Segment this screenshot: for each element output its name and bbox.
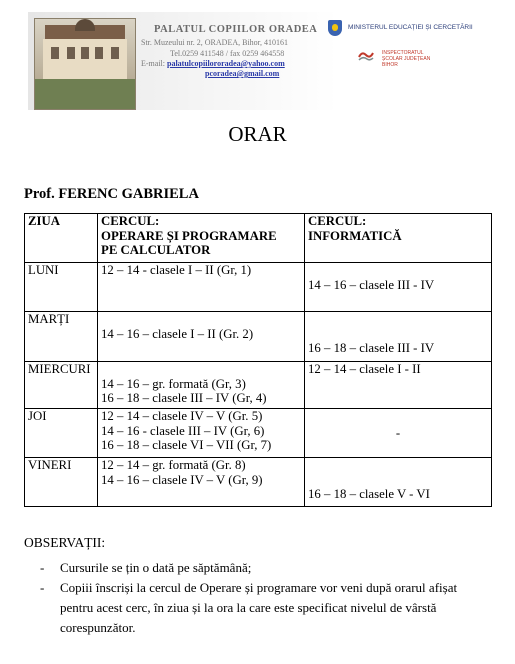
circle-2-cell <box>305 458 492 507</box>
circle-1-cell <box>98 312 305 362</box>
bullet-dash: - <box>40 560 45 575</box>
header-circle-2 <box>305 214 492 263</box>
schedule-entry: 12 – 14 - clasele I – II (Gr, 1) <box>101 263 252 277</box>
day-label: JOI <box>28 409 47 423</box>
coat-of-arms-icon <box>328 20 342 36</box>
institution-phone: Tel.0259 411548 / fax 0259 464558 <box>170 49 285 58</box>
schedule-entry: 14 – 16 - clasele III – IV (Gr, 6) <box>101 423 265 438</box>
circle-2-cell <box>305 362 492 409</box>
header-circle-1-line-3: PE CALCULATOR <box>101 243 211 257</box>
spacer <box>101 312 301 327</box>
observation-text: Cursurile se țin o dată pe săptămână; <box>60 560 252 575</box>
email-link-gmail[interactable]: pcoradea@gmail.com <box>205 69 280 78</box>
schedule-entry: 14 – 16 – clasele I – II (Gr. 2) <box>101 326 254 341</box>
day-cell <box>25 263 98 312</box>
day-label: MARȚI <box>28 312 70 326</box>
schedule-entry: 16 – 18 – clasele III - IV <box>308 341 435 355</box>
email-label: E-mail: <box>141 59 167 68</box>
circle-1-cell <box>98 409 305 458</box>
header-day <box>25 214 98 263</box>
circle-2-cell <box>305 263 492 312</box>
inspectorate-line-2: ȘCOLAR JUDEȚEAN <box>382 56 431 62</box>
palace-photo <box>34 18 136 110</box>
institution-name: PALATUL COPIILOR ORADEA <box>154 24 318 35</box>
header-circle-2-line-1: CERCUL: <box>308 214 367 228</box>
table-row <box>25 409 492 458</box>
day-cell <box>25 409 98 458</box>
header-circle-1 <box>98 214 305 263</box>
email-link-yahoo[interactable]: palatulcopiilororadea@yahoo.com <box>167 59 285 68</box>
table-row <box>25 263 492 312</box>
circle-2-cell <box>305 409 492 458</box>
letterhead <box>28 12 490 110</box>
observation-item <box>40 578 490 638</box>
schedule-entry: 12 – 14 – gr. formată (Gr. 8) <box>101 458 246 472</box>
table-row <box>25 312 492 362</box>
day-label: MIERCURI <box>28 362 91 376</box>
inspectorate-name <box>382 50 430 68</box>
circle-1-cell <box>98 362 305 409</box>
observations-title: OBSERVAȚII: <box>24 535 106 550</box>
observation-item <box>40 558 490 578</box>
circle-1-cell <box>98 263 305 312</box>
schedule-entry: 12 – 14 – clasele IV – V (Gr. 5) <box>101 409 263 423</box>
inspectorate-line-3: BIHOR <box>382 62 398 68</box>
schedule-entry: 14 – 16 – gr. formată (Gr, 3) <box>101 376 246 391</box>
schedule-entry: 14 – 16 – clasele IV – V (Gr, 9) <box>101 472 263 487</box>
header-circle-2-line-2: INFORMATICĂ <box>308 228 402 243</box>
institution-email-2 <box>205 69 279 78</box>
page-title: ORAR <box>228 122 287 146</box>
schedule-entry-empty: - <box>395 425 401 440</box>
inspectorate-icon <box>358 50 374 62</box>
inspectorate-line-1: INSPECTORATUL <box>382 50 424 56</box>
day-cell <box>25 312 98 362</box>
teacher-name: Prof. FERENC GABRIELA <box>24 186 199 202</box>
institution-address: Str. Muzeului nr. 2, ORADEA, Bihor, 410161 <box>141 38 289 47</box>
schedule-entry: 16 – 18 – clasele III – IV (Gr, 4) <box>101 391 267 405</box>
day-cell <box>25 362 98 409</box>
schedule-table <box>24 213 492 507</box>
schedule-entry: 14 – 16 – clasele III - IV <box>308 277 435 292</box>
circle-2-cell <box>305 312 492 362</box>
spacer <box>308 312 488 341</box>
institution-email <box>141 59 285 68</box>
circle-1-cell <box>98 458 305 507</box>
header-circle-1-line-2: OPERARE ȘI PROGRAMARE <box>101 228 277 243</box>
day-cell <box>25 458 98 507</box>
day-label: LUNI <box>28 263 59 277</box>
header-circle-1-line-1: CERCUL: <box>101 214 160 228</box>
observations-list <box>40 558 490 638</box>
schedule-entry: 12 – 14 – clasele I - II <box>308 362 421 376</box>
spacer <box>101 362 301 377</box>
bullet-dash: - <box>40 580 45 595</box>
ministry-name: MINISTERUL EDUCAȚIEI ȘI CERCETĂRII <box>348 24 473 31</box>
observation-text: Copiii înscriși la cercul de Operare și programare vor veni după orarul afișat pentru acest cerc, în ziua și la ora la care este specificat nivelul de vârstă corespunzător. <box>60 580 458 635</box>
table-header-row <box>25 214 492 263</box>
spacer <box>308 458 488 487</box>
table-row <box>25 458 492 507</box>
schedule-entry: 16 – 18 – clasele VI – VII (Gr, 7) <box>101 438 272 452</box>
day-label: VINERI <box>28 458 72 472</box>
spacer <box>308 263 488 278</box>
table-row <box>25 362 492 409</box>
schedule-entry: 16 – 18 – clasele V - VI <box>308 487 430 501</box>
header-day-label: ZIUA <box>28 214 60 228</box>
